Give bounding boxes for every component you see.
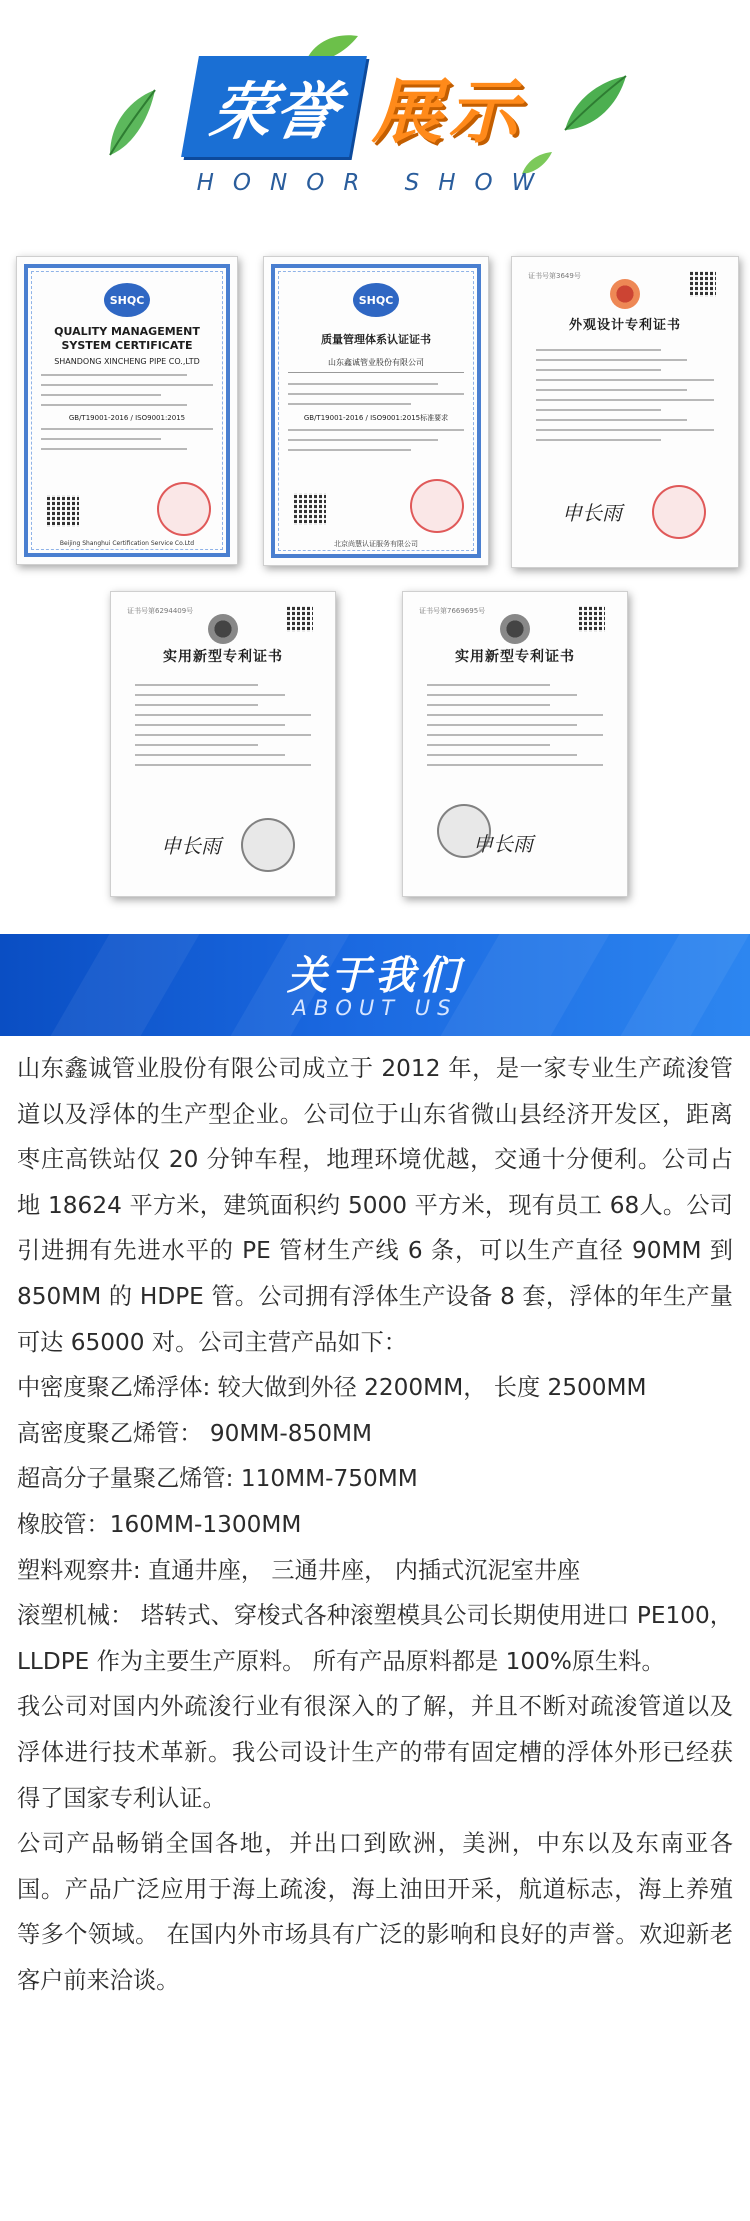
- qr-code-icon: [47, 495, 79, 527]
- about-paragraph: 高密度聚乙烯管： 90MM-850MM: [17, 1419, 373, 1447]
- certificate-issuer: 北京尚慧认证服务有限公司: [334, 540, 418, 548]
- about-paragraph: 超高分子量聚乙烯管: 110MM-750MM: [17, 1465, 418, 1493]
- certificate-standard: GB/T19001-2016 / ISO9001:2015标准要求: [303, 414, 449, 422]
- about-paragraph: 公司产品畅销全国各地，并出口到欧洲，美洲，中东以及东南亚各国。产品广泛应用于海上疏浚，海上油田开采，航道标志，海上养殖等多个领域。 在国内外市场具有广泛的影响和良好的声誉。欢迎新老客户前来洽谈。: [17, 1830, 733, 1994]
- certificate-title: 实用新型专利证书: [163, 649, 283, 665]
- patent-office-emblem-icon: [610, 279, 640, 309]
- about-title: 关于我们: [287, 953, 463, 999]
- shqc-logo-icon: SHQC: [104, 283, 150, 317]
- seal-stamp-icon: [157, 482, 211, 536]
- certificate-number: 证书号第7669695号: [419, 607, 486, 615]
- about-paragraph: 滚塑机械： 塔转式、穿梭式各种滚塑模具公司长期使用进口 PE100，LLDPE 作为主要生产原料。 所有产品原料都是 100%原生料。: [17, 1602, 733, 1675]
- about-paragraph: 橡胶管：160MM-1300MM: [17, 1510, 302, 1538]
- certificate-iso-english: [16, 256, 238, 565]
- certificate-title: 外观设计专利证书: [568, 318, 681, 333]
- about-subtitle: ABOUT US: [292, 996, 458, 1020]
- certificate-iso-chinese: [263, 256, 489, 566]
- certificate-body: [135, 684, 311, 774]
- certificate-company: SHANDONG XINCHENG PIPE CO.,LTD: [54, 357, 200, 366]
- certificate-body: [427, 684, 603, 774]
- patent-office-emblem-icon: [500, 614, 530, 644]
- certificate-number: 证书号第3649号: [528, 272, 581, 280]
- seal-stamp-icon: [241, 818, 295, 872]
- certificate-standard: GB/T19001-2016 / ISO9001:2015: [68, 414, 186, 422]
- certificate-title: QUALITY MANAGEMENT SYSTEM CERTIFICATE: [54, 325, 200, 352]
- seal-stamp-icon: [652, 485, 706, 539]
- leaf-decoration-left-icon: [100, 85, 160, 165]
- certificate-company: 山东鑫诚管业股份有限公司: [288, 357, 464, 373]
- certificate-body: [41, 357, 213, 458]
- honor-title: [190, 58, 524, 154]
- seal-stamp-icon: [410, 479, 464, 533]
- about-text: [17, 1046, 733, 2003]
- qr-code-icon: [579, 606, 605, 632]
- about-paragraph: 塑料观察井: 直通井座， 三通井座， 内插式沉泥室井座: [17, 1556, 581, 1584]
- certificate-body: [288, 357, 464, 459]
- seal-stamp-icon: [437, 804, 491, 858]
- qr-code-icon: [287, 606, 313, 632]
- honor-title-part1: 荣誉: [181, 56, 367, 157]
- certificate-utility-patent-2: [402, 591, 628, 897]
- certificate-title: 实用新型专利证书: [455, 649, 575, 665]
- signature: 申长雨: [562, 501, 622, 525]
- leaf-decoration-right-icon: [560, 70, 630, 140]
- honor-title-part2: 展示: [372, 70, 525, 153]
- about-banner: [0, 934, 750, 1036]
- about-paragraph: 我公司对国内外疏浚行业有很深入的了解，并且不断对疏浚管道以及浮体进行技术革新。我公司设计生产的带有固定槽的浮体外形已经获得了国家专利认证。: [17, 1693, 733, 1812]
- certificate-design-patent: [511, 256, 739, 568]
- about-paragraph: 山东鑫诚管业股份有限公司成立于 2012 年，是一家专业生产疏浚管道以及浮体的生产型企业。公司位于山东省微山县经济开发区，距离枣庄高铁站仅 20 分钟车程，地理环境优越，交通十分便利。公司占地 18624 平方米，建筑面积约 5000 平方米，现有员工 68人。公司引进拥有先进水平的 PE 管材生产线 6 条，可以生产直径 90MM 到 850MM 的 HDPE 管。公司拥有浮体生产设备 8 套，浮体的年生产量可达 65000 对。公司主营产品如下：: [17, 1055, 733, 1356]
- signature: 申长雨: [473, 832, 533, 856]
- certificate-body: [536, 349, 714, 449]
- certificate-issuer: Beijing Shanghui Certification Service Co.Ltd: [59, 540, 195, 547]
- certificate-utility-patent-1: [110, 591, 336, 897]
- certificate-number: 证书号第6294409号: [127, 607, 194, 615]
- qr-code-icon: [690, 271, 716, 297]
- shqc-logo-icon: SHQC: [353, 283, 399, 317]
- honor-subtitle: HONOR SHOW: [196, 170, 554, 196]
- signature: 申长雨: [161, 834, 221, 858]
- about-paragraph: 中密度聚乙烯浮体: 较大做到外径 2200MM， 长度 2500MM: [17, 1374, 647, 1402]
- honor-header: [0, 0, 750, 215]
- patent-office-emblem-icon: [208, 614, 238, 644]
- certificate-title: 质量管理体系认证证书: [321, 333, 431, 346]
- qr-code-icon: [294, 493, 326, 525]
